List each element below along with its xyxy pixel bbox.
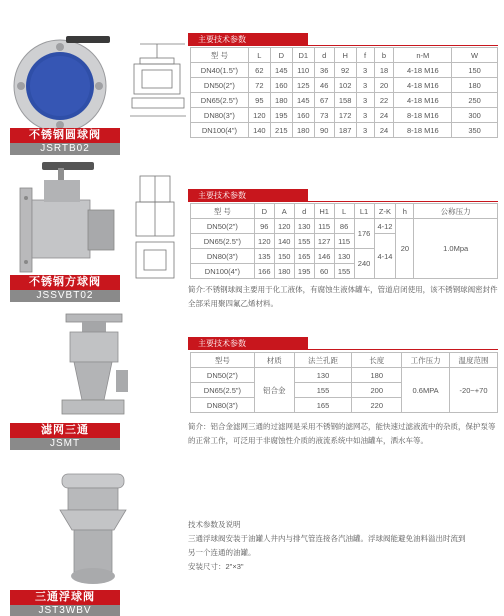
table-cell: 160 [270,78,292,93]
table-cell: 145 [292,93,314,108]
table-cell: 0.6MPA [402,368,450,413]
table-cell: 160 [292,108,314,123]
table-cell: DN50(2") [191,219,255,234]
table-header-row [191,204,498,219]
table-header-row [191,48,498,63]
table-cell: 120 [274,219,294,234]
table-cell: 24 [374,123,394,138]
table-cell: 176 [354,219,374,249]
column-header: 型号 [191,353,255,368]
product-name: 三通浮球阀 [10,590,120,605]
table-cell: 22 [374,93,394,108]
spec-table-round-valve [190,47,498,138]
round-ball-valve-drawing [130,36,188,124]
table-cell: 127 [314,234,334,249]
table-cell: 60 [314,264,334,279]
table-cell: 180 [452,78,498,93]
column-header: d [314,48,334,63]
table-cell: 300 [452,108,498,123]
table-cell: DN40(1.5") [191,63,249,78]
table-cell: 115 [334,234,354,249]
table-cell: 铝合金 [254,368,294,413]
table-cell: 3 [356,108,374,123]
spec-heading: 技术参数及说明 [188,520,241,529]
table-cell: DN65(2.5") [191,93,249,108]
table-cell: 102 [334,78,356,93]
table-cell: DN100(4") [191,123,249,138]
table-cell: 90 [314,123,334,138]
table-cell: 135 [254,249,274,264]
table-cell: 130 [294,219,314,234]
table-row [191,219,498,234]
product-badge [10,590,120,616]
product-badge [10,128,120,155]
table-cell: DN80(3") [191,249,255,264]
table-cell: 146 [314,249,334,264]
table-cell: 220 [352,398,402,413]
table-cell: 18 [374,63,394,78]
table-cell: 36 [314,63,334,78]
table-cell: 130 [294,368,352,383]
table-cell: 20 [396,219,414,279]
table-row [191,63,498,78]
column-header: 工作压力 [402,353,450,368]
column-header: h [396,204,414,219]
table-cell: 8-18 M16 [394,108,452,123]
table-cell: 145 [270,63,292,78]
table-cell: 155 [294,234,314,249]
table-cell: 165 [294,398,352,413]
column-header: n-M [394,48,452,63]
table-cell: 110 [292,63,314,78]
product-description [188,518,500,574]
column-header: Z-K [374,204,396,219]
table-cell: 67 [314,93,334,108]
table-cell: DN80(3") [191,398,255,413]
table-cell: 73 [314,108,334,123]
column-header: H [334,48,356,63]
product-badge [10,423,120,450]
table-cell: 20 [374,78,394,93]
table-cell: 4-18 M16 [394,63,452,78]
spec-table-square-valve [190,203,498,279]
column-header: 型 号 [191,204,255,219]
round-ball-valve-photo [8,30,120,135]
product-code: JSMT [10,438,120,450]
table-cell: 187 [334,123,356,138]
table-cell: 46 [314,78,334,93]
table-cell: 120 [248,108,270,123]
table-cell: DN80(3") [191,108,249,123]
table-cell: 3 [356,93,374,108]
table-cell: 92 [334,63,356,78]
table-cell: 4-18 M16 [394,93,452,108]
table-cell: 195 [294,264,314,279]
table-cell: 3 [356,78,374,93]
column-header: L1 [354,204,374,219]
column-header: L [248,48,270,63]
table-cell: 215 [270,123,292,138]
table-cell: 95 [248,93,270,108]
column-header: 温度范围 [450,353,498,368]
product-name: 滤网三通 [10,423,120,438]
product-badge [10,275,120,302]
section-header: 主要技术参数 [188,189,308,202]
table-cell: DN65(2.5") [191,234,255,249]
table-cell: DN50(2") [191,368,255,383]
column-header: 长度 [352,353,402,368]
table-cell: 165 [294,249,314,264]
square-ball-valve-drawing [132,172,180,282]
product-description: 简介：铝合金滤网三通的过滤网是采用不锈钢的滤网芯，能快速过滤液流中的杂质，保护泵等的正常工作，可泛用于非腐蚀性介质的液流系统中如油罐车，洒水车等。 [188,422,496,445]
column-header: 材质 [254,353,294,368]
column-header: 型 号 [191,48,249,63]
table-row [191,78,498,93]
product-description: 简介:不锈钢球阀主要用于化工液体，有腐蚀生液体罐车，管道启闭使用，该不锈钢球阀密封件全部采用聚四氟乙烯材料。 [188,285,498,308]
table-row [191,123,498,138]
table-cell: 155 [294,383,352,398]
install-size: 安装尺寸：2"×3" [188,562,244,571]
table-cell: 4-18 M16 [394,78,452,93]
column-header: W [452,48,498,63]
product-code: JSSVBT02 [10,290,120,302]
table-row [191,93,498,108]
table-cell: 195 [270,108,292,123]
filter-tee-photo [60,312,130,424]
column-header: f [356,48,374,63]
column-header: A [274,204,294,219]
table-cell: 155 [334,264,354,279]
table-header-row [191,353,498,368]
table-cell: 130 [334,249,354,264]
table-cell: 180 [352,368,402,383]
table-cell: 158 [334,93,356,108]
column-header: L [334,204,354,219]
column-header: d [294,204,314,219]
table-cell: 180 [274,264,294,279]
table-cell: 172 [334,108,356,123]
table-cell: 72 [248,78,270,93]
section-header-rule [188,45,498,46]
spec-table-filter-tee [190,352,498,413]
table-cell: 125 [292,78,314,93]
table-cell: 8-18 M16 [394,123,452,138]
table-cell: 180 [292,123,314,138]
table-cell: 115 [314,219,334,234]
table-cell: 250 [452,93,498,108]
description-line: 另一个连通的油罐。 [188,548,256,557]
table-cell: DN100(4") [191,264,255,279]
section-header-rule [188,349,498,350]
table-cell: 24 [374,108,394,123]
column-header: D1 [292,48,314,63]
table-cell: 4-14 [374,234,396,279]
description-line: 三通浮球阀安装于油罐人井内与排气管连接各汽油罐。浮球阀能避免油料溢出时流到 [188,534,466,543]
table-cell: 350 [452,123,498,138]
table-cell: 3 [356,63,374,78]
column-header: 公称压力 [414,204,498,219]
table-cell: 150 [274,249,294,264]
table-cell: 180 [270,93,292,108]
square-ball-valve-photo [14,160,119,275]
table-cell: 1.0Mpa [414,219,498,279]
tee-float-valve-photo [54,470,132,588]
table-cell: DN50(2") [191,78,249,93]
table-cell: 200 [352,383,402,398]
table-row [191,368,498,383]
product-code: JSRTB02 [10,143,120,155]
table-cell: 140 [274,234,294,249]
section-header: 主要技术参数 [188,33,308,46]
product-name: 不锈钢圆球阀 [10,128,120,143]
table-cell: 62 [248,63,270,78]
table-cell: DN65(2.5") [191,383,255,398]
table-cell: 166 [254,264,274,279]
table-cell: 86 [334,219,354,234]
table-cell: 140 [248,123,270,138]
column-header: D [270,48,292,63]
column-header: b [374,48,394,63]
section-header: 主要技术参数 [188,337,308,350]
column-header: 法兰孔距 [294,353,352,368]
table-cell: 3 [356,123,374,138]
product-name: 不锈钢方球阀 [10,275,120,290]
table-row [191,108,498,123]
table-cell: 96 [254,219,274,234]
table-cell: -20~+70 [450,368,498,413]
column-header: H1 [314,204,334,219]
column-header: D [254,204,274,219]
section-header-rule [188,201,498,202]
table-cell: 4-12 [374,219,396,234]
table-cell: 120 [254,234,274,249]
product-code: JST3WBV [10,605,120,616]
table-cell: 240 [354,249,374,279]
table-cell: 150 [452,63,498,78]
